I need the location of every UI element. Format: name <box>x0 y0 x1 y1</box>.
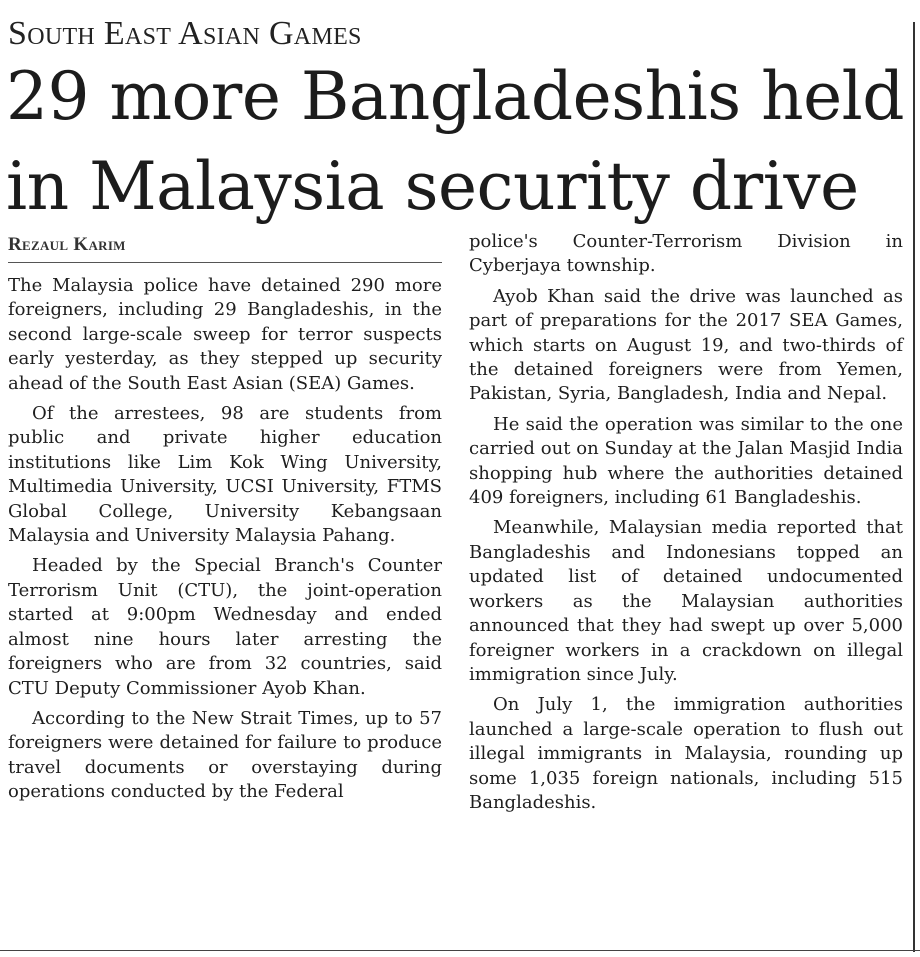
byline: Rezaul Karim <box>8 234 126 255</box>
paragraph: According to the New Strait Times, up to 57 foreigners were detained for failure to produce travel documents or overstaying during operations conducted by the Federal <box>8 707 442 803</box>
paragraph: Ayob Khan said the drive was launched as part of preparations for the 2017 SEA Games, which starts on August 19, and two-thirds of the detained foreigners were from Yemen, Pakistan, Syria, Bangladesh, India and Nepal. <box>469 285 903 405</box>
byline-divider <box>8 262 442 263</box>
article-column-1 <box>8 274 442 805</box>
page-edge-rule <box>913 22 915 952</box>
headline: 29 more Bangladeshis held in Malaysia security drive <box>6 58 904 225</box>
bottom-divider <box>0 950 920 951</box>
article-column-2 <box>469 230 903 815</box>
paragraph: police's Counter-Terrorism Division in Cyberjaya township. <box>469 231 903 277</box>
section-kicker: South East Asian Games <box>8 15 362 52</box>
paragraph: He said the operation was similar to the one carried out on Sunday at the Jalan Masjid India shopping hub where the authorities detained 409 foreigners, including 61 Bangladeshis. <box>469 413 903 509</box>
paragraph: Meanwhile, Malaysian media reported that Bangladeshis and Indonesians topped an updated list of detained undocumented workers as the Malaysian authorities announced that they had swept up over 5,000 foreigner workers in a crackdown on illegal immigration since July. <box>469 517 903 685</box>
paragraph: Of the arrestees, 98 are students from public and private higher education institutions like Lim Kok Wing University, Multimedia University, UCSI University, FTMS Global College, University Kebangsaan Malaysia and University Malaysia Pahang. <box>8 403 442 547</box>
paragraph: On July 1, the immigration authorities launched a large-scale operation to flush out illegal immigrants in Malaysia, rounding up some 1,035 foreign nationals, including 515 Bangladeshis. <box>469 694 903 813</box>
paragraph: The Malaysia police have detained 290 more foreigners, including 29 Bangladeshis, in the second large-scale sweep for terror suspects early yesterday, as they stepped up security ahead of the South East Asian (SEA) Games. <box>8 275 442 394</box>
paragraph: Headed by the Special Branch's Counter Terrorism Unit (CTU), the joint-operation started at 9:00pm Wednesday and ended almost nine hours later arresting the foreigners who are from 32 countries, said CTU Deputy Commissioner Ayob Khan. <box>8 555 442 699</box>
